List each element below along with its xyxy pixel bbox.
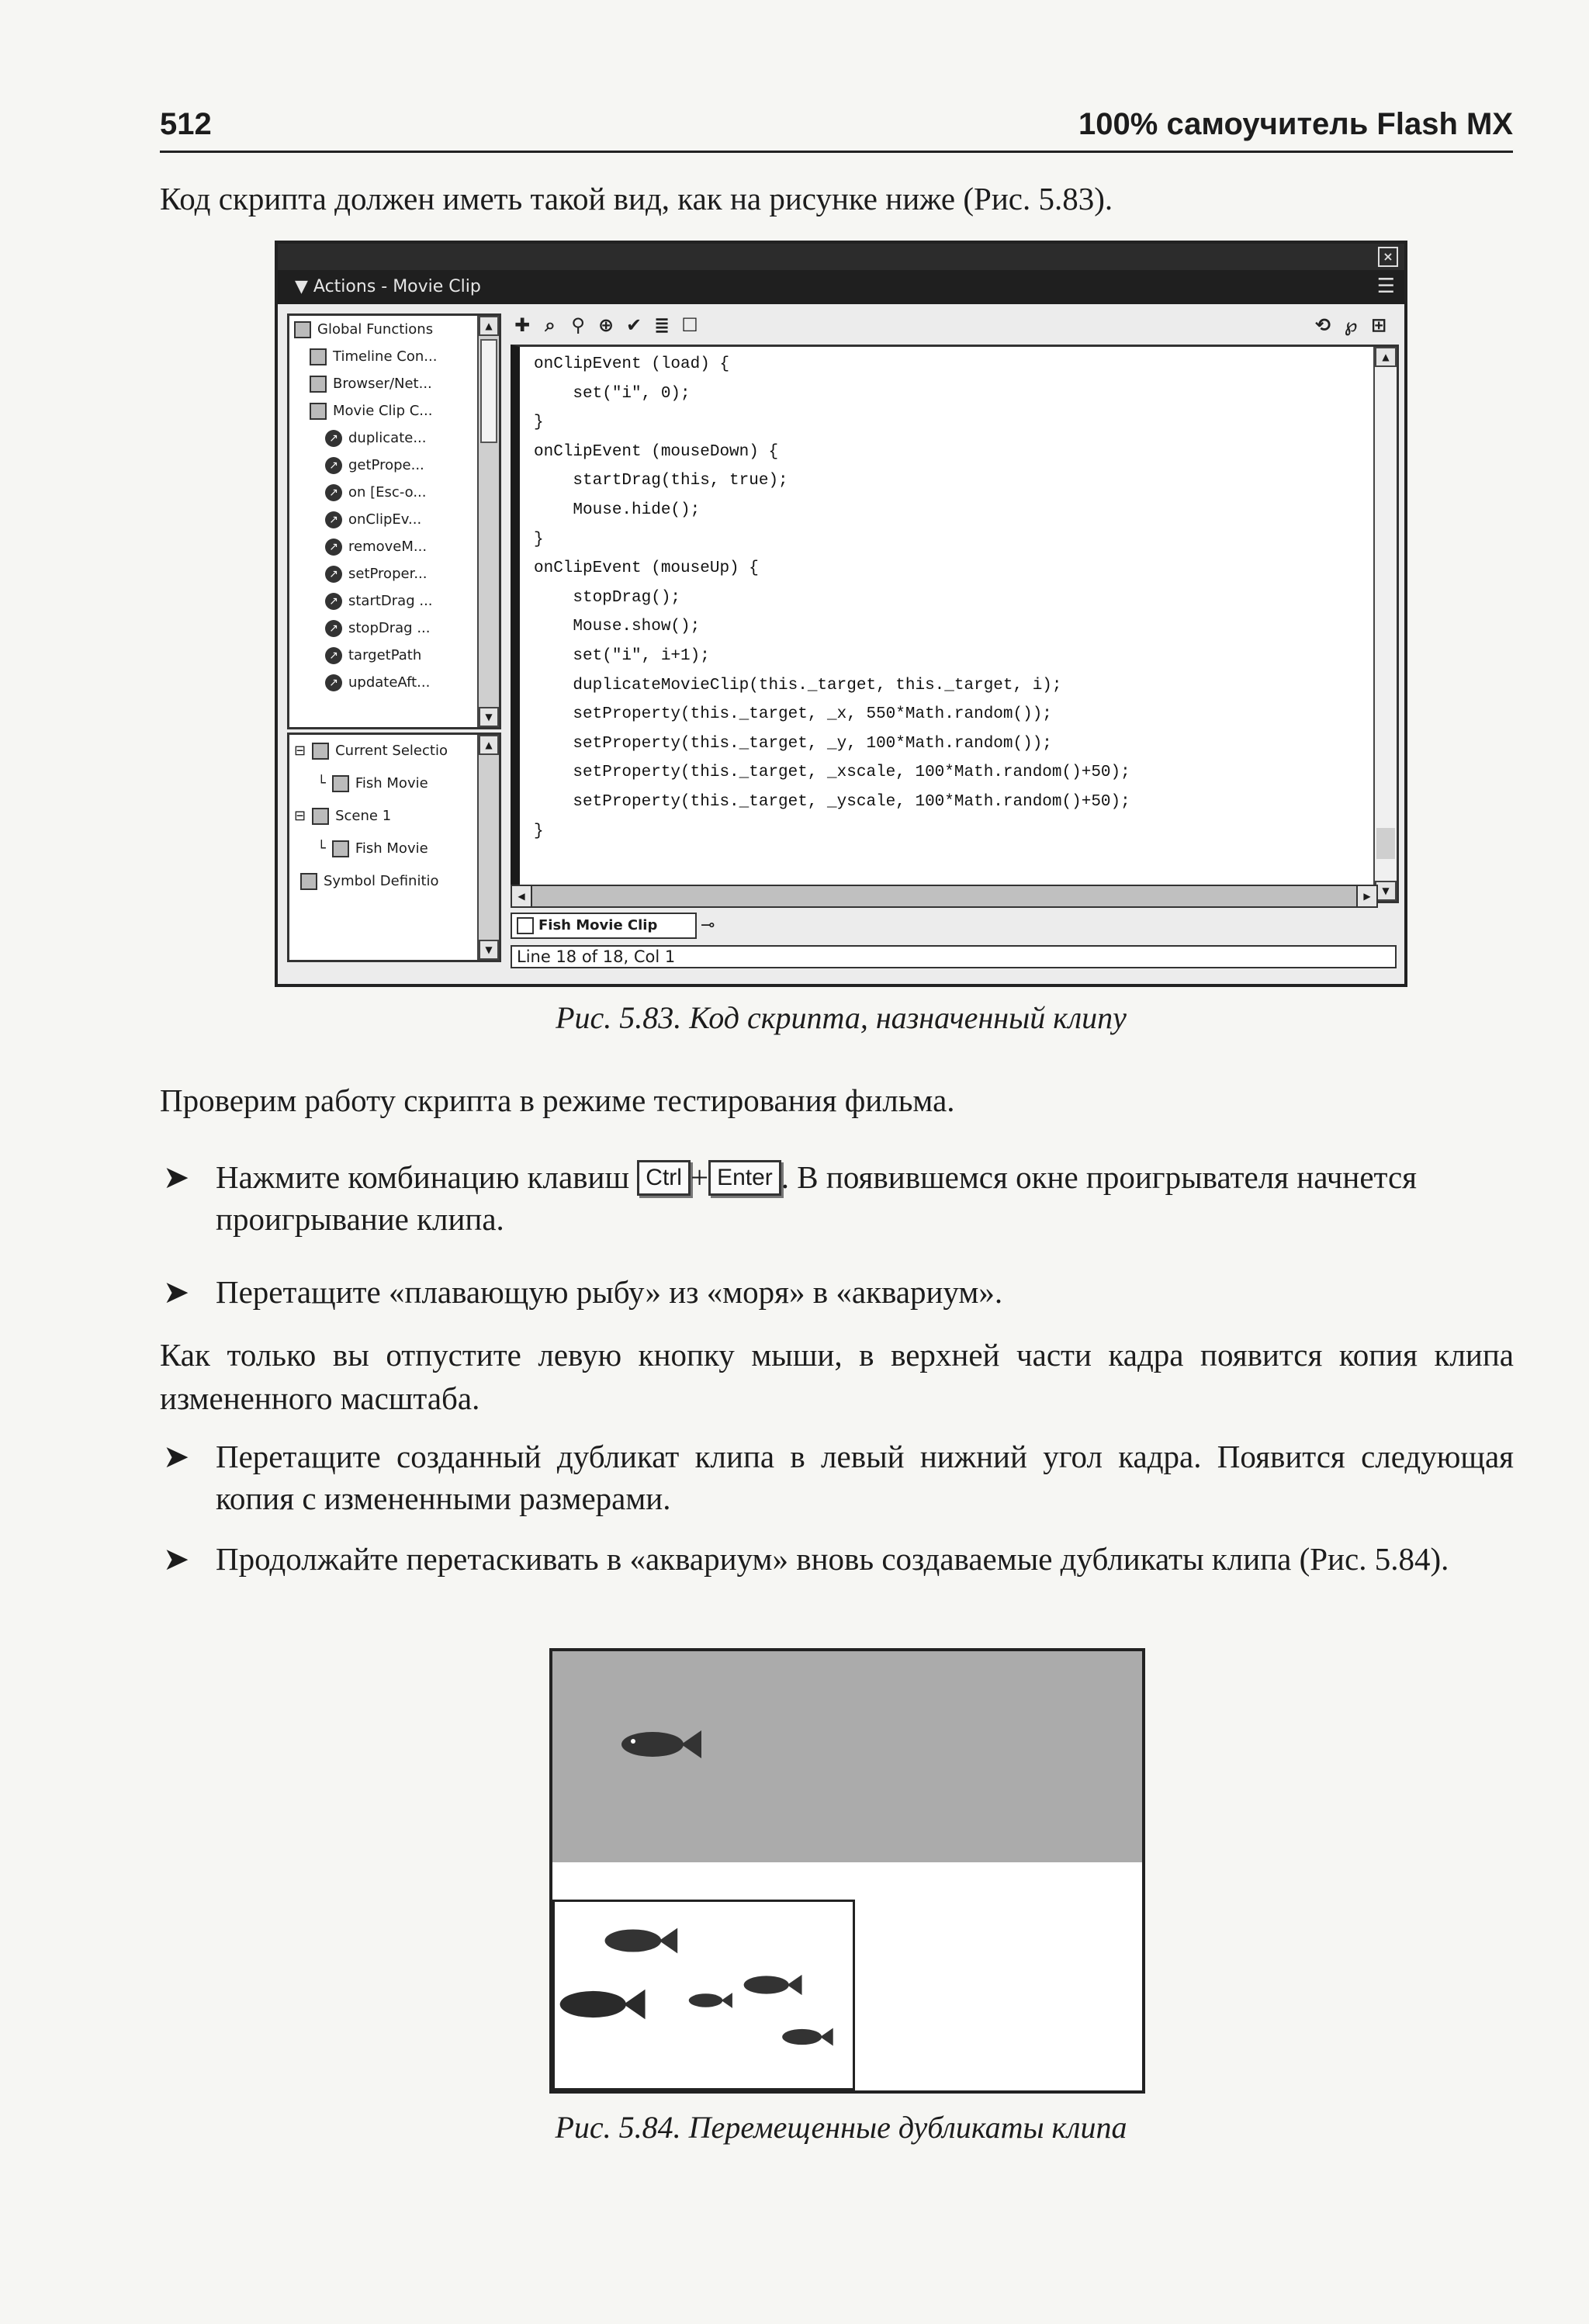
toolbox-item[interactable] (289, 479, 499, 506)
symbol-icon (312, 743, 329, 760)
tree-toggle-icon[interactable]: └ (317, 840, 326, 857)
fish-icon[interactable] (601, 1919, 679, 1962)
toolbox-item[interactable] (289, 343, 499, 370)
bullet-marker: ➤ (163, 1274, 190, 1310)
scene-scrollbar[interactable] (477, 735, 499, 960)
action-icon: ↗ (325, 647, 342, 664)
scene-list (289, 735, 499, 898)
toolbox-item-label: setProper... (348, 566, 428, 582)
code-line[interactable]: setProperty(this._target, _x, 550*Math.random()); (534, 705, 1052, 724)
code-line[interactable]: } (534, 530, 544, 549)
paragraph-3: Как только вы отпустите левую кнопку мыши, в верхней части кадра появится копия клипа измененного масштаба. (160, 1337, 1514, 1416)
action-icon: ↗ (325, 620, 342, 637)
scroll-thumb[interactable] (480, 339, 497, 443)
bullet-1-text (216, 1156, 1514, 1240)
toolbar-tool-icon[interactable]: ≣ (653, 314, 670, 336)
symbol-icon (312, 808, 329, 825)
fish-icon[interactable] (780, 2018, 834, 2056)
code-line[interactable]: Mouse.hide(); (534, 500, 701, 519)
enter-key: Enter (708, 1160, 781, 1196)
toolbox-item[interactable] (289, 397, 499, 424)
toolbox-item-label: Timeline Con... (333, 348, 438, 365)
action-icon: ↗ (325, 539, 342, 556)
movie-clip-icon (517, 917, 534, 934)
bullet-marker: ➤ (163, 1541, 190, 1577)
code-line[interactable]: setProperty(this._target, _y, 100*Math.random()); (534, 734, 1052, 753)
scroll-up-icon[interactable]: ▲ (1375, 347, 1397, 367)
toolbox-item-label: duplicate... (348, 430, 427, 446)
toolbar-tool-icon[interactable]: ☐ (681, 314, 698, 336)
action-icon: ↗ (325, 511, 342, 528)
fish-icon[interactable] (618, 1721, 703, 1768)
scene-item-label: Fish Movie (355, 775, 428, 791)
scene-item[interactable] (289, 800, 499, 833)
symbol-icon (332, 775, 349, 792)
fish-icon[interactable] (741, 1966, 803, 2004)
tree-toggle-icon[interactable]: ⊟ (294, 808, 306, 824)
toolbox-item-label: updateAft... (348, 674, 431, 691)
toolbox-item[interactable] (289, 316, 499, 343)
code-line[interactable]: onClipEvent (mouseDown) { (534, 442, 779, 461)
aquarium-figure (549, 1648, 1145, 2094)
code-line[interactable]: setProperty(this._target, _xscale, 100*Math.random()+50); (534, 764, 1130, 782)
toolbar-tool-icon[interactable]: ⊕ (597, 314, 614, 336)
code-line[interactable]: startDrag(this, true); (534, 472, 788, 490)
code-line[interactable]: } (534, 822, 544, 840)
script-editor[interactable] (511, 345, 1399, 903)
scene-item-label: Scene 1 (335, 808, 392, 824)
editor-scrollbar[interactable] (1373, 347, 1397, 901)
code-line[interactable]: onClipEvent (load) { (534, 355, 730, 373)
aquarium-area (552, 1900, 855, 2090)
bullet-marker: ➤ (163, 1159, 190, 1195)
toolbar-tool-icon[interactable]: ⚲ (571, 314, 585, 336)
toolbox-item-label: targetPath (348, 647, 422, 663)
scene-item-label: Current Selectio (335, 743, 448, 759)
toolbox-item-label: startDrag ... (348, 593, 433, 609)
toolbar-option-icon[interactable]: ℘ (1344, 314, 1358, 336)
scroll-left-icon[interactable]: ◀ (512, 886, 532, 906)
book-icon (310, 348, 327, 365)
panel-title[interactable]: ▼ Actions - Movie Clip (278, 270, 1404, 304)
code-line[interactable]: onClipEvent (mouseUp) { (534, 559, 759, 578)
scene-item[interactable] (289, 865, 499, 898)
toolbar-option-icon[interactable]: ⊞ (1370, 314, 1387, 336)
toolbox-item[interactable] (289, 615, 499, 642)
key-plus: + (690, 1159, 709, 1195)
toolbar-tool-icon[interactable]: ✚ (514, 314, 531, 336)
scene-item[interactable] (289, 767, 499, 800)
toolbox-item-label: stopDrag ... (348, 620, 431, 636)
bullet-1-before: Нажмите комбинацию клавиш (216, 1159, 630, 1195)
movie-clip-tab[interactable] (511, 913, 697, 939)
panel-menu-icon[interactable]: ☰ (1376, 275, 1395, 298)
header-rule (160, 151, 1513, 153)
code-line[interactable]: duplicateMovieClip(this._target, this._target, i); (534, 676, 1062, 694)
scroll-up-icon[interactable]: ▲ (479, 735, 499, 755)
figure-caption-2: Рис. 5.84. Перемещенные дубликаты клипа (555, 2110, 1127, 2145)
scene-item[interactable] (289, 735, 499, 767)
bullet-1-after: . В появившемся окне проигрывателя начнется проигрывание клипа. (216, 1159, 1418, 1237)
code-line[interactable]: Mouse.show(); (534, 618, 701, 636)
scene-item[interactable] (289, 833, 499, 865)
book-icon (310, 376, 327, 393)
scene-item-label: Symbol Definitio (324, 873, 439, 889)
scroll-track (1376, 828, 1395, 859)
action-icon: ↗ (325, 484, 342, 501)
scroll-right-icon[interactable]: ▶ (1356, 886, 1376, 906)
toolbox-item[interactable] (289, 587, 499, 615)
actions-panel (275, 241, 1407, 987)
fish-icon[interactable] (555, 1979, 648, 2029)
editor-toolbar (511, 307, 1395, 343)
toolbox-list (289, 316, 499, 696)
scroll-down-icon[interactable]: ▼ (479, 707, 499, 727)
toolbar-left (511, 314, 706, 336)
code-line[interactable]: set("i", 0); (534, 384, 691, 403)
toolbox-item[interactable] (289, 533, 499, 560)
toolbox-scrollbar[interactable] (477, 316, 499, 727)
scene-navigator (287, 733, 501, 962)
book-icon (310, 403, 327, 420)
intro-paragraph: Код скрипта должен иметь такой вид, как на рисунке ниже (Рис. 5.83). (160, 181, 1113, 216)
symbol-icon (300, 873, 317, 890)
code-line[interactable]: stopDrag(); (534, 588, 681, 607)
toolbox-item[interactable] (289, 452, 499, 479)
toolbox-item-label: Browser/Net... (333, 376, 432, 392)
tree-toggle-icon[interactable]: └ (317, 775, 326, 791)
action-icon: ↗ (325, 566, 342, 583)
close-icon[interactable]: × (1378, 247, 1398, 267)
toolbox-item[interactable] (289, 506, 499, 533)
action-icon: ↗ (325, 674, 342, 691)
scroll-down-icon[interactable]: ▼ (479, 940, 499, 960)
editor-hscrollbar[interactable] (511, 885, 1378, 908)
toolbar-tool-icon[interactable]: ✔ (625, 314, 642, 336)
toolbox-item[interactable] (289, 424, 499, 452)
toolbar-tool-icon[interactable]: ⌕ (545, 314, 556, 336)
action-icon: ↗ (325, 593, 342, 610)
scroll-up-icon[interactable]: ▲ (479, 316, 499, 336)
script-code[interactable] (534, 350, 1366, 846)
action-icon: ↗ (325, 457, 342, 474)
scroll-down-icon[interactable]: ▼ (1375, 881, 1397, 901)
bullet-2 (160, 1271, 1514, 1318)
bullet-4-text: Продолжайте перетаскивать в «аквариум» вновь создаваемые дубликаты клипа (Рис. 5.84). (216, 1541, 1449, 1577)
toolbox-item-label: Movie Clip C... (333, 403, 433, 419)
symbol-icon (332, 840, 349, 857)
toolbox-item[interactable] (289, 642, 499, 669)
bullet-2-text: Перетащите «плавающую рыбу» из «моря» в «аквариум». (216, 1274, 1003, 1310)
toolbar-right (1311, 307, 1395, 337)
toolbox-item[interactable] (289, 560, 499, 587)
bullet-1 (160, 1156, 1514, 1249)
toolbox-item-label: getPrope... (348, 457, 424, 473)
fish-icon[interactable] (687, 1973, 733, 2028)
bullet-4 (160, 1538, 1514, 1623)
toolbar-option-icon[interactable]: ⟲ (1314, 314, 1331, 336)
status-bar: Line 18 of 18, Col 1 (511, 945, 1397, 968)
running-header: 100% самоучитель Flash MX (1078, 107, 1513, 141)
bullet-3 (160, 1436, 1514, 1521)
tree-toggle-icon[interactable]: ⊟ (294, 743, 306, 759)
tab-label: Fish Movie Clip (538, 917, 658, 933)
code-line[interactable]: setProperty(this._target, _yscale, 100*Math.random()+50); (534, 792, 1130, 811)
toolbox-item-label: onClipEv... (348, 511, 422, 528)
scene-item-label: Fish Movie (355, 840, 428, 857)
paragraph-2: Проверим работу скрипта в режиме тестирования фильма. (160, 1082, 955, 1118)
toolbox-item-label: Global Functions (317, 321, 434, 338)
figure-caption-1: Рис. 5.83. Код скрипта, назначенный клипу (556, 1000, 1127, 1035)
action-icon: ↗ (325, 430, 342, 447)
actions-toolbox (287, 313, 501, 729)
book-icon (294, 321, 311, 338)
bullet-marker: ➤ (163, 1439, 190, 1474)
panel-top-bar (278, 244, 1404, 270)
code-line[interactable]: set("i", i+1); (534, 646, 710, 665)
toolbox-item-label: removeM... (348, 539, 428, 555)
pin-icon[interactable]: ⊸ (701, 916, 715, 935)
code-line[interactable]: } (534, 414, 544, 432)
bullet-3-text: Перетащите созданный дубликат клипа в левый нижний угол кадра. Появится следующая копия с измененными размерами. (216, 1439, 1514, 1516)
ctrl-key: Ctrl (637, 1160, 691, 1196)
toolbox-item[interactable] (289, 669, 499, 696)
toolbox-item-label: on [Esc-o... (348, 484, 427, 500)
page-number: 512 (160, 107, 212, 141)
toolbox-item[interactable] (289, 370, 499, 397)
